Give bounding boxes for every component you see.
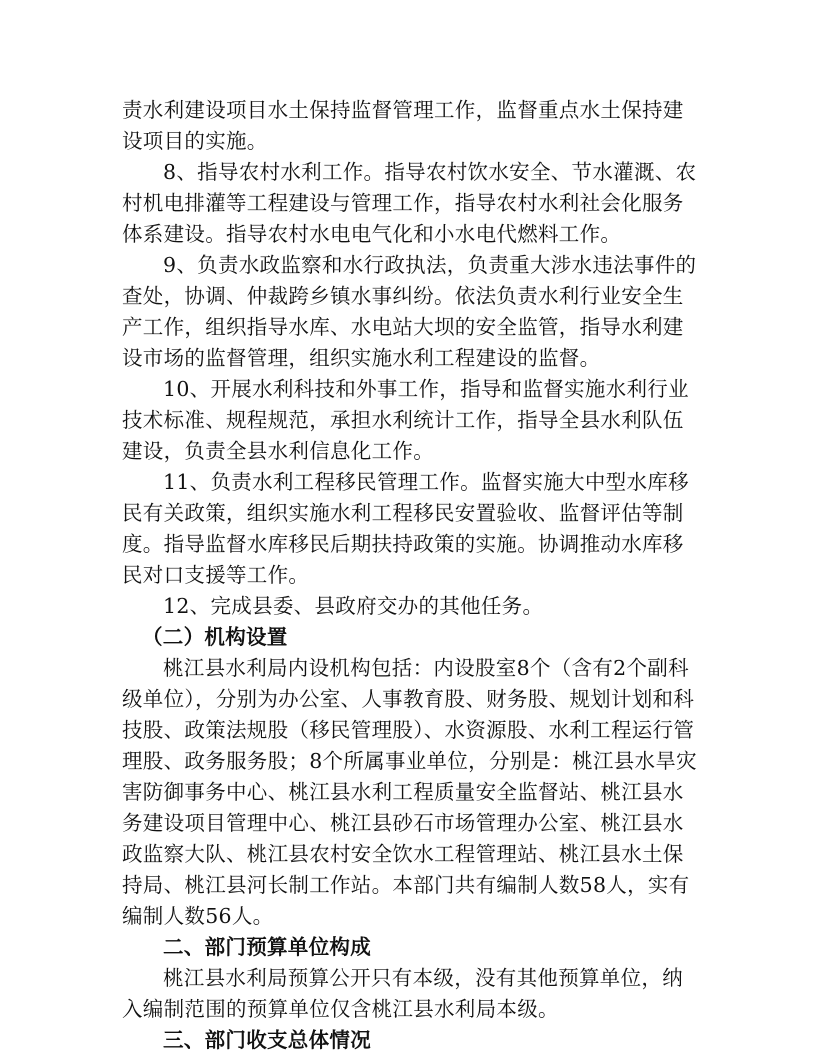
paragraph-item-8: 8、指导农村水利工作。指导农村饮水安全、节水灌溉、农村机电排灌等工程建设与管理工作，指导农村水利社会化服务体系建设。指导农村水电电气化和小水电代燃料工作。 xyxy=(122,160,697,246)
paragraph-item-11: 11、负责水利工程移民管理工作。监督实施大中型水库移民有关政策，组织实施水利工程移民安置验收、监督评估等制度。指导监督水库移民后期扶持政策的实施。协调推动水库移民对口支援等工作。 xyxy=(122,470,689,587)
paragraph-organization: 桃江县水利局内设机构包括：内设股室8个（含有2个副科级单位），分别为办公室、人事教育股、财务股、规划计划和科技股、政策法规股（移民管理股）、水资源股、水利工程运行管理股、政务服务股；8个所属事业单位，分别是：桃江县水旱灾害防御事务中心、桃江县水利工程质量安全监督站、桃江县水务建设项目管理中心、桃江县砂石市场管理办公室、桃江县水政监察大队、桃江县农村安全饮水工程管理站、桃江县水土保持局、桃江县河长制工作站。本部门共有编制人数58人，实有编制人数56人。 xyxy=(122,656,697,928)
paragraph-budget-units: 桃江县水利局预算公开只有本级，没有其他预算单位，纳入编制范围的预算单位仅含桃江县水利局本级。 xyxy=(122,966,683,1021)
document-body xyxy=(122,95,702,1056)
paragraph-item-12: 12、完成县委、县政府交办的其他任务。 xyxy=(163,594,544,618)
subheading-organization: （二）机构设置 xyxy=(142,625,288,649)
paragraph-item-10: 10、开展水利科技和外事工作，指导和监督实施水利行业技术标准、规程规范，承担水利统计工作，指导全县水利队伍建设，负责全县水利信息化工作。 xyxy=(122,377,689,463)
paragraph-item-9: 9、负责水政监察和水行政执法，负责重大涉水违法事件的查处，协调、仲裁跨乡镇水事纠纷。依法负责水利行业安全生产工作，组织指导水库、水电站大坝的安全监管，指导水利建设市场的监督管理，组织实施水利工程建设的监督。 xyxy=(122,253,697,370)
paragraph-continuation: 责水利建设项目水土保持监督管理工作，监督重点水土保持建设项目的实施。 xyxy=(122,98,684,153)
heading-budget-units: 二、部门预算单位构成 xyxy=(163,935,371,959)
heading-revenue-expenditure: 三、部门收支总体情况 xyxy=(163,1028,371,1052)
